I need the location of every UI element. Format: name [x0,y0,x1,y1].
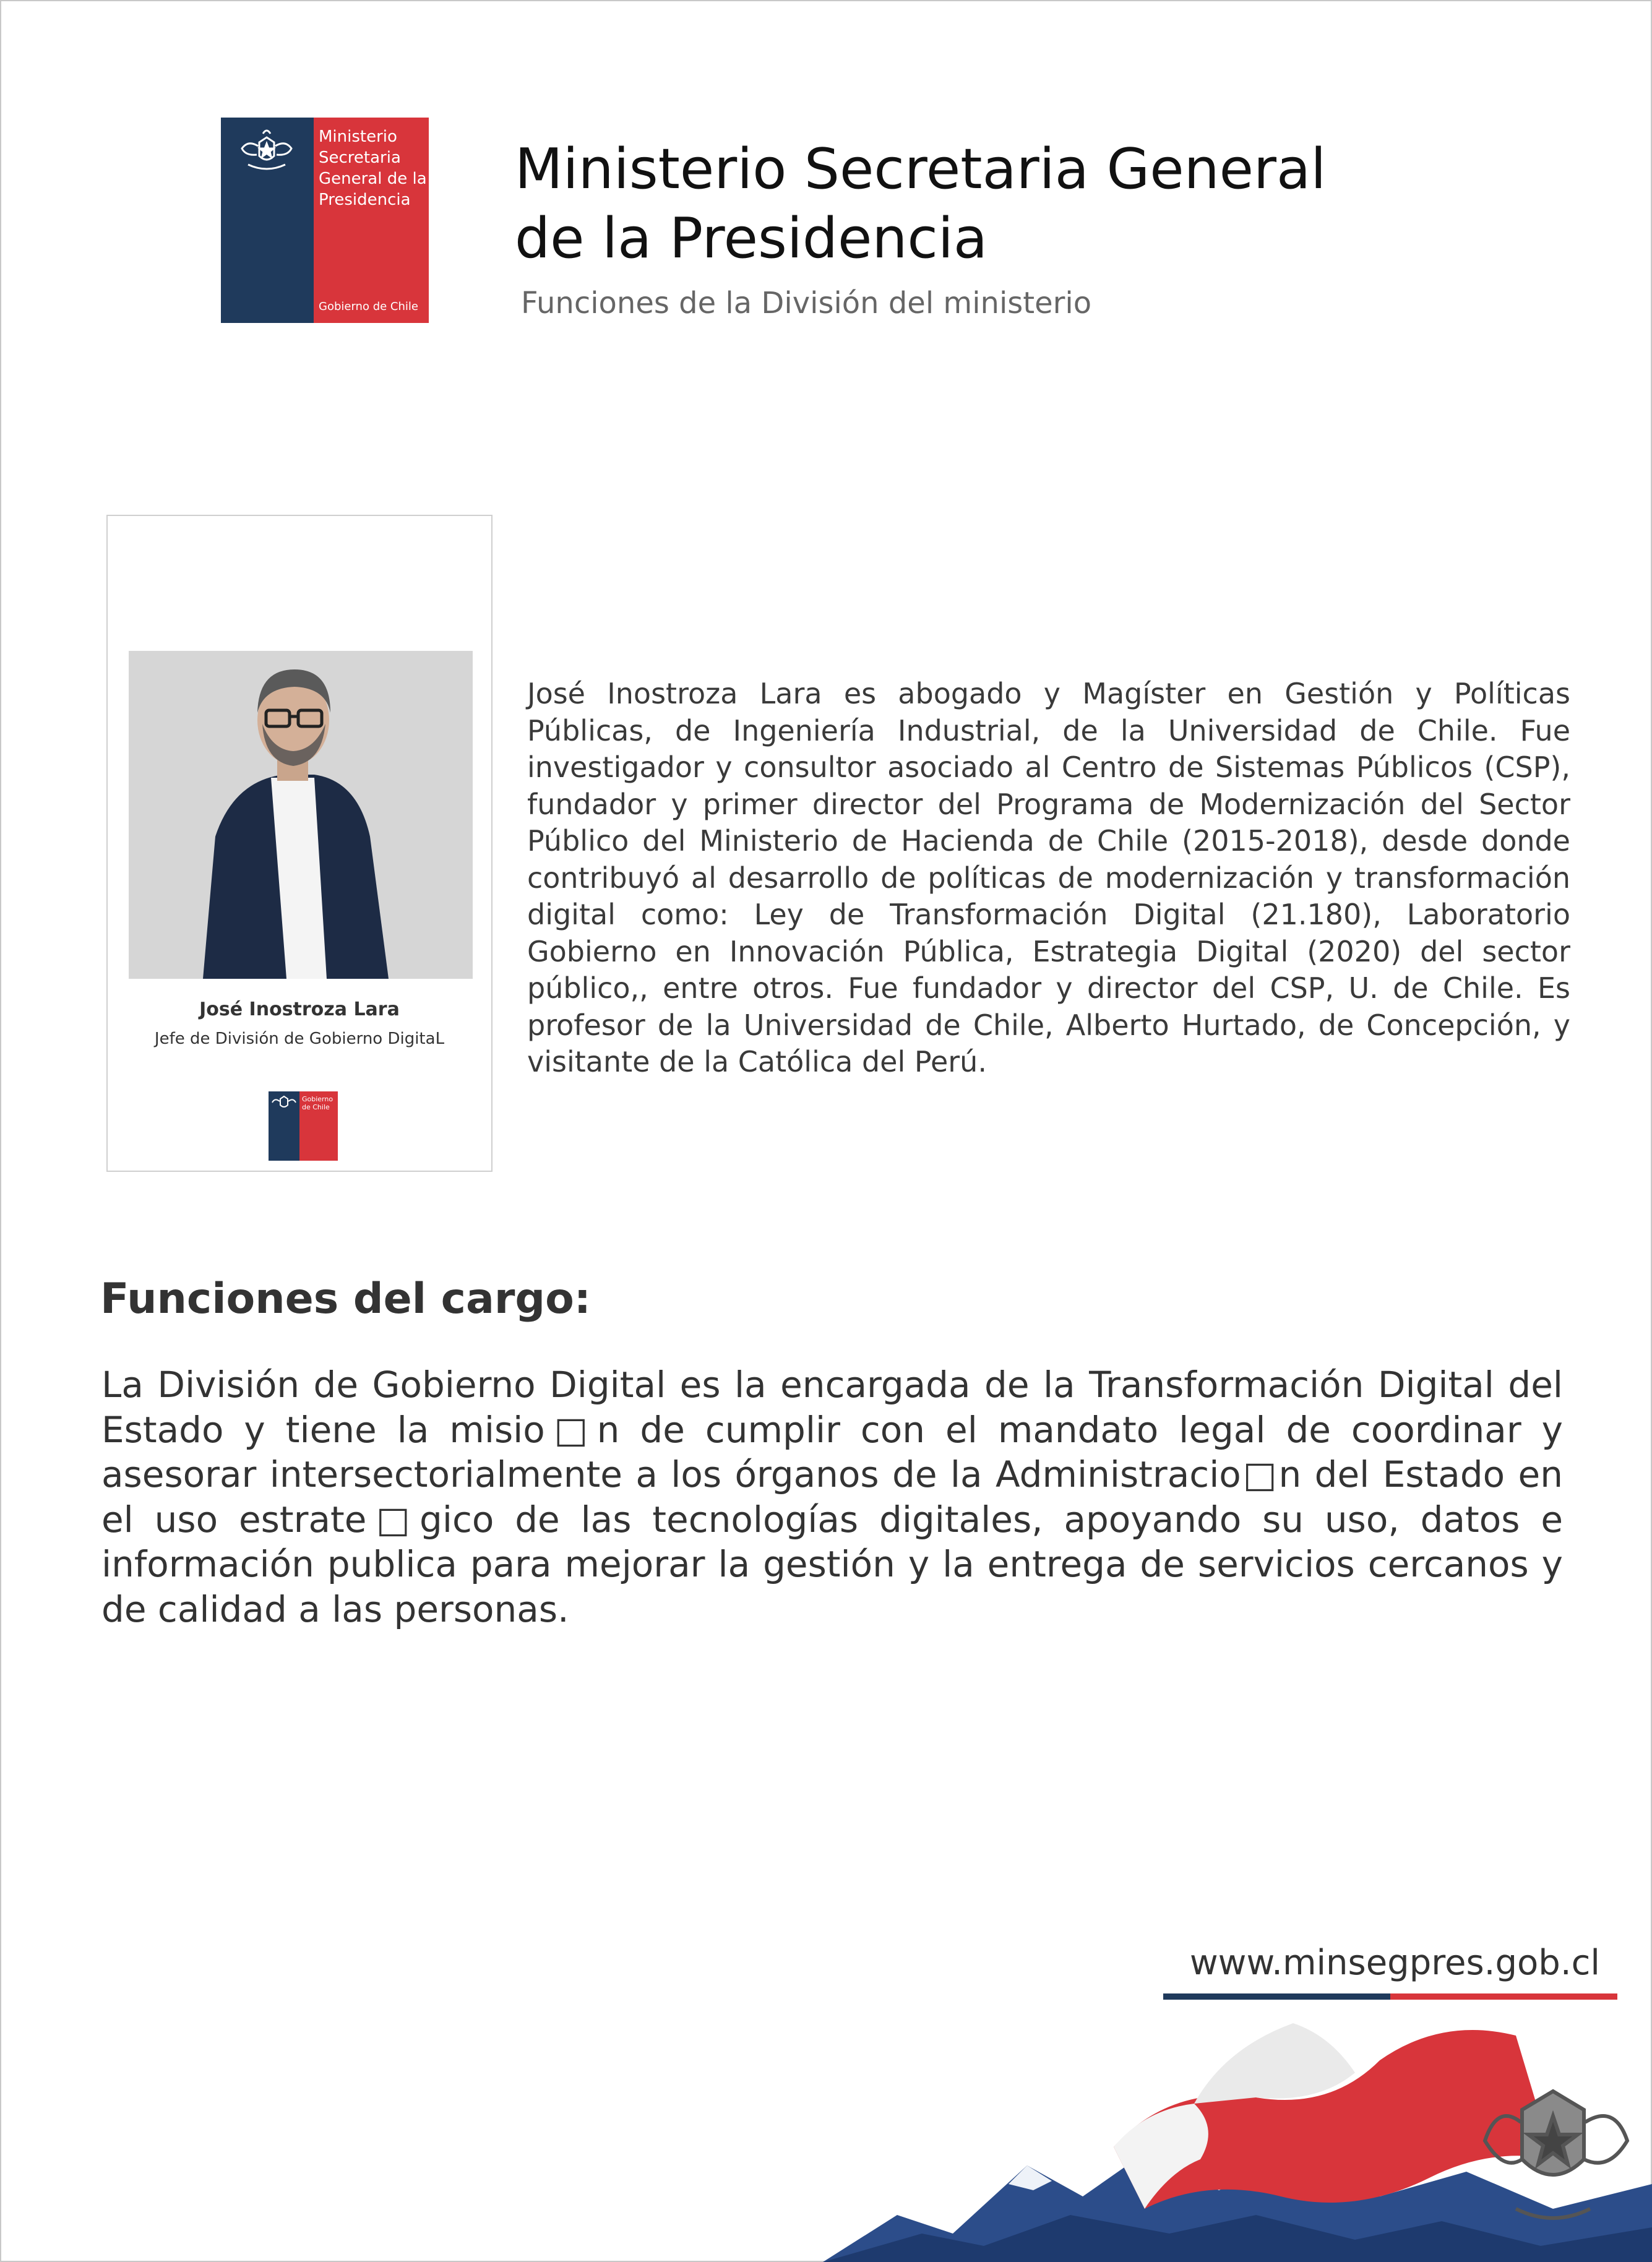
profile-name: José Inostroza Lara [199,999,400,1020]
chilean-flag-mountains-illustration [823,2011,1652,2262]
functions-body: La División de Gobierno Digital es la encargada de la Transformación Digital del Estado y tiene la misio□n de cumplir con el mandato legal de coordinar y asesorar intersectorialmente a los órganos de la Administracio□n del Estado en el uso estrate□gico de las tecnologías digitales, apoyando su uso, datos e información publica para mejorar la gestión y la entrega de servicios cercanos y de calidad a las personas. [101,1364,1563,1630]
profile-card [106,515,493,1172]
page-title-line-1: Ministerio Secretaria General [515,137,1327,202]
footer-rule [1163,1993,1617,2000]
functions-heading: Funciones del cargo: [100,1275,591,1323]
logo-red-panel [314,118,429,323]
mini-crest-icon [269,1091,299,1116]
profile-photo [129,651,473,979]
page-subtitle: Funciones de la División del ministerio [521,286,1092,320]
profile-bio: José Inostroza Lara es abogado y Magíster en Gestión y Políticas Públicas, de Ingeniería Industrial, de la Universidad de Chile. Fue investigador y consultor asociado al Centro de Sistemas Públicos (CSP), fundador y primer director del Programa de Modernización del Sector Público del Ministerio de Hacienda de Chile (2015-2018), desde donde contribuyó al desarrollo de políticas de modernización y transformación digital como: Ley de Transformación Digital (21.180), Laboratorio Gobierno en Innovación Pública, Estrategia Digital (2020) del sector público,, entre otros. Fue fundador y director del CSP, U. de Chile. Es profesor de la Universidad de Chile, Alberto Hurtado, de Concepción, y visitante de la Católica del Perú. [527,677,1570,1078]
ministry-logo [221,118,429,323]
gobierno-de-chile-logo [269,1091,338,1161]
mini-logo-red [299,1091,338,1161]
footer-rule-red [1390,1993,1617,2000]
logo-title: Ministerio Secretaria General de la Presidencia [319,127,427,209]
page-title [515,135,1443,273]
coat-of-arms-icon [230,124,304,186]
footer-rule-blue [1163,1993,1390,2000]
page-title-line-2: de la Presidencia [515,206,988,271]
profile-role: Jefe de División de Gobierno DigitaL [154,1030,445,1048]
logo-subtitle: Gobierno de Chile [319,300,418,313]
portrait-image [129,651,473,979]
mini-logo-text: Gobierno de Chile [302,1095,333,1111]
website-link[interactable]: www.minsegpres.gob.cl [1189,1943,1600,1983]
mini-logo-blue [269,1091,299,1161]
logo-blue-panel [221,118,314,323]
